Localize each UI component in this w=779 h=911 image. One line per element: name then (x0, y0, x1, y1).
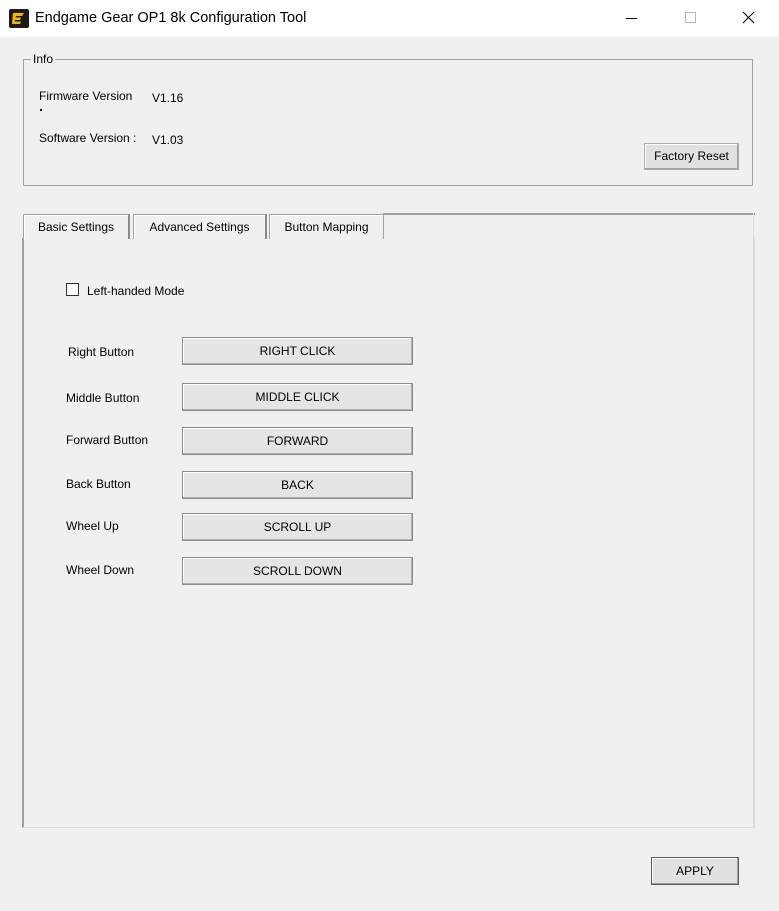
left-handed-label: Left-handed Mode (87, 284, 185, 298)
minimize-button[interactable] (612, 0, 658, 37)
tab-button-mapping[interactable]: Button Mapping (269, 214, 384, 239)
tab-basic-settings[interactable]: Basic Settings (23, 214, 130, 239)
wheel-down-mapping-button[interactable]: SCROLL DOWN (182, 557, 413, 585)
close-icon (726, 0, 772, 37)
forward-button-mapping-button[interactable]: FORWARD (182, 427, 413, 455)
maximize-icon (667, 0, 713, 37)
wheel-down-label: Wheel Down (66, 563, 135, 577)
window-title: Endgame Gear OP1 8k Configuration Tool (35, 10, 307, 26)
endgame-gear-logo-icon (9, 9, 29, 28)
right-button-label: Right Button (68, 345, 135, 359)
separator-dot (40, 109, 42, 111)
wheel-up-mapping-button[interactable]: SCROLL UP (182, 513, 413, 541)
close-button[interactable] (726, 0, 772, 37)
back-button-label: Back Button (66, 477, 131, 491)
apply-button[interactable]: APPLY (651, 857, 739, 885)
middle-button-mapping-button[interactable]: MIDDLE CLICK (182, 383, 413, 411)
left-handed-checkbox[interactable] (66, 283, 79, 296)
wheel-up-label: Wheel Up (66, 519, 119, 533)
firmware-version-value: V1.16 (152, 91, 184, 105)
tab-strip-border (383, 213, 755, 215)
minimize-icon (612, 0, 658, 37)
middle-button-label: Middle Button (66, 391, 140, 405)
software-version-value: V1.03 (152, 133, 184, 147)
back-button-mapping-button[interactable]: BACK (182, 471, 413, 499)
maximize-button[interactable] (667, 0, 713, 37)
tab-panel-right-border (753, 213, 754, 828)
firmware-version-label: Firmware Version (39, 89, 133, 103)
info-legend: Info (33, 52, 54, 66)
tab-advanced-settings[interactable]: Advanced Settings (133, 214, 267, 239)
forward-button-label: Forward Button (66, 433, 149, 447)
right-button-mapping-button[interactable]: RIGHT CLICK (182, 337, 413, 365)
factory-reset-button[interactable]: Factory Reset (644, 143, 739, 170)
software-version-label: Software Version : (39, 131, 137, 145)
title-bar (0, 0, 779, 37)
